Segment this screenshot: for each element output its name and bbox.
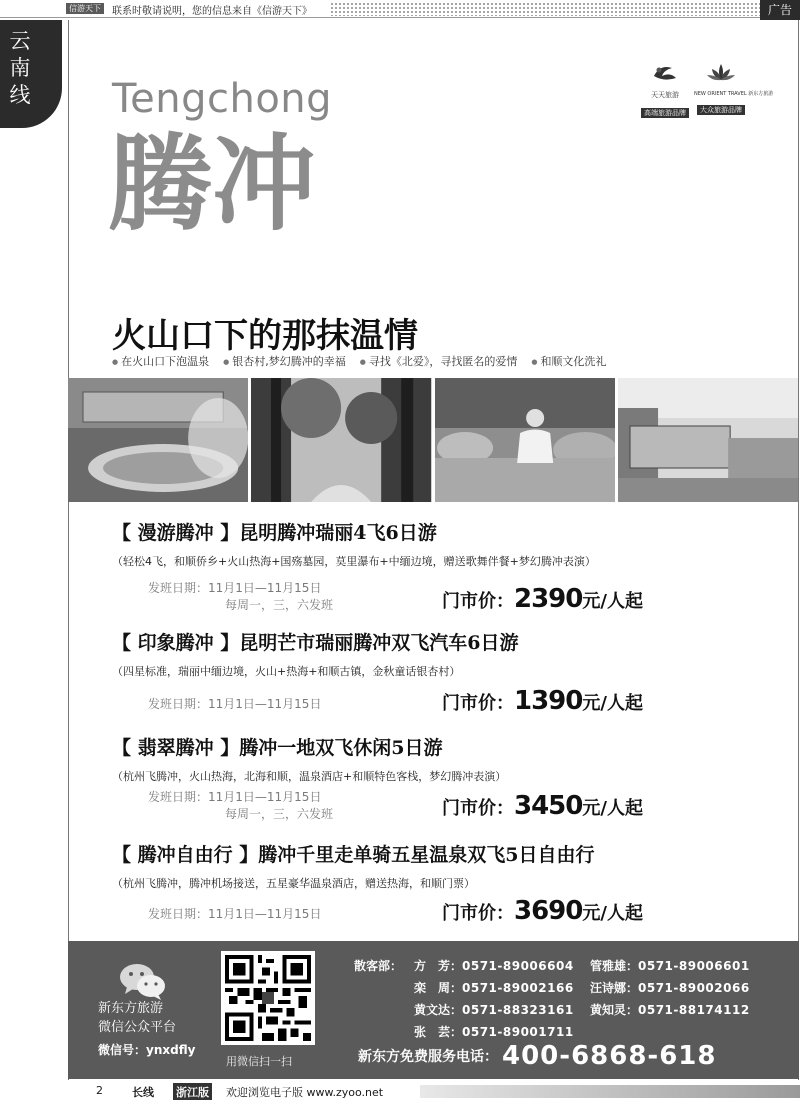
contact-person: 张 芸： — [414, 1025, 463, 1039]
tour-title: 【 翡翠腾冲 】腾冲一地双飞休闲5日游 — [112, 737, 443, 759]
price-unit: 元/人起 — [582, 693, 643, 714]
price-label: 门市价： — [442, 903, 514, 924]
page-number: 2 — [96, 1084, 103, 1097]
brand-tiantian — [638, 62, 692, 119]
contact-phone[interactable]: 0571-89006601 — [638, 959, 750, 973]
contact-person: 栾 周： — [414, 981, 463, 995]
tour-category: 腾冲自由行 — [137, 844, 233, 866]
highlight-item: ● 和顺文化洗礼 — [531, 353, 606, 369]
qr-code-icon — [225, 955, 311, 1041]
frame-line-left — [68, 20, 69, 1080]
contact-list — [354, 955, 766, 1043]
subtitle: 火山口下的那抹温情 — [112, 316, 418, 356]
department — [354, 1021, 414, 1043]
departure-dates: 发班日期：11月1日—11月15日 — [148, 907, 322, 921]
wechat-id-label: 微信号： — [98, 1043, 147, 1057]
brand-tag: 大众旅游品牌 — [697, 105, 745, 115]
tour-dates — [148, 789, 333, 823]
forest-photo — [251, 378, 431, 502]
brand-name: 天天旅游 — [651, 91, 679, 99]
contact-phone[interactable]: 0571-89001711 — [462, 1025, 574, 1039]
contact-row — [354, 1021, 766, 1043]
tour-title: 【 腾冲自由行 】腾冲千里走单骑五星温泉双飞5日自由行 — [112, 844, 595, 866]
tour-category: 翡翠腾冲 — [137, 737, 214, 759]
price-unit: 元/人起 — [582, 798, 643, 819]
top-strip — [0, 0, 800, 18]
contact-phone[interactable]: 0571-88174112 — [638, 1003, 750, 1017]
publication-logo: 信游天下 — [66, 3, 104, 14]
departure-dates: 发班日期：11月1日—11月15日 — [148, 790, 322, 804]
lotus-logo-icon — [706, 62, 736, 84]
page-footer — [0, 1083, 800, 1100]
contact-phone[interactable]: 0571-89002166 — [462, 981, 574, 995]
wechat-icon — [118, 961, 168, 1001]
price-unit: 元/人起 — [582, 591, 643, 612]
tour-category: 印象腾冲 — [137, 632, 214, 654]
departure-dates: 发班日期：11月1日—11月15日 — [148, 581, 322, 595]
wechat-platform — [98, 999, 176, 1037]
title-english: Tengchong — [112, 76, 333, 122]
edition-badge: 浙江版 — [173, 1083, 212, 1100]
departure-days: 每周一，三，六发班 — [225, 807, 334, 821]
contact-person: 方 芳： — [414, 959, 463, 973]
section-name: 长线 — [132, 1086, 154, 1099]
brand-name: NEW ORIENT TRAVEL 新东方旅游 — [694, 91, 774, 97]
tour-desc: （轻松4飞，和顺侨乡+火山热海+国殇墓园，莫里瀑布+中缅边境，赠送歌舞伴餐+梦幻腾冲表演） — [112, 555, 596, 568]
price-label: 门市价： — [442, 591, 514, 612]
tour-route: 昆明芒市瑞丽腾冲双飞汽车6日游 — [239, 632, 519, 654]
hot-spring-photo — [68, 378, 248, 502]
wechat-id — [98, 1041, 195, 1058]
wechat-line-2: 微信公众平台 — [98, 1020, 177, 1035]
tour-dates — [148, 580, 333, 614]
ad-tag: 广告 — [760, 0, 800, 20]
tour-desc: （四星标准，瑞丽中缅边境，火山+热海+和顺古镇，金秋童话银杏村） — [112, 665, 461, 678]
wechat-id-value: ynxdfly — [146, 1043, 196, 1057]
photo-strip — [68, 378, 798, 502]
tour-route: 腾冲千里走单骑五星温泉双飞5日自由行 — [258, 844, 595, 866]
highlight-item: ● 寻找《北爱》，寻找匿名的爱情 — [360, 353, 518, 369]
tour-price — [442, 896, 643, 926]
tour-route: 昆明腾冲瑞丽4飞6日游 — [239, 522, 437, 544]
contact-person: 黄知灵： — [590, 1003, 639, 1017]
contact-row — [354, 977, 766, 999]
contact-row — [354, 999, 766, 1021]
top-notice: 联系时敬请说明，您的信息来自《信游天下》 — [112, 6, 312, 17]
brand-tag: 高端旅游品牌 — [641, 108, 689, 118]
hotline-label: 新东方免费服务电话： — [358, 1049, 498, 1065]
tour-title: 【 漫游腾冲 】昆明腾冲瑞丽4飞6日游 — [112, 522, 437, 544]
contact-phone[interactable]: 0571-89002066 — [638, 981, 750, 995]
tour-title: 【 印象腾冲 】昆明芒市瑞丽腾冲双飞汽车6日游 — [112, 632, 519, 654]
department — [354, 977, 414, 999]
price-value: 2390 — [514, 584, 583, 614]
contact-phone[interactable]: 0571-89006604 — [462, 959, 574, 973]
highlight-item: ● 银杏村,梦幻腾冲的幸福 — [223, 353, 346, 369]
tour-desc: （杭州飞腾冲，腾冲机场接送，五星豪华温泉酒店，赠送热海，和顺门票） — [112, 877, 475, 890]
tour-price — [442, 584, 643, 614]
dot-pattern — [330, 2, 760, 16]
tour-item — [112, 518, 792, 614]
price-value: 3690 — [514, 896, 583, 926]
section-tab — [0, 20, 62, 128]
qr-code[interactable] — [221, 951, 315, 1045]
tour-dates — [148, 696, 321, 713]
tour-price — [442, 686, 643, 716]
qr-caption: 用微信扫一扫 — [226, 1055, 292, 1068]
tour-item — [112, 733, 792, 821]
tour-category: 漫游腾冲 — [137, 522, 214, 544]
tour-item — [112, 840, 792, 926]
footer-message[interactable]: 欢迎浏览电子版 www.zyoo.net — [226, 1086, 384, 1099]
tiantian-logo-icon — [650, 62, 680, 84]
tour-dates — [148, 906, 321, 923]
wechat-line-1: 新东方旅游 — [98, 1001, 164, 1016]
contact-person: 汪诗娜： — [590, 981, 639, 995]
highlight-item: ● 在火山口下泡温泉 — [112, 353, 209, 369]
contact-panel — [68, 941, 799, 1079]
contact-person: 管雅雄： — [590, 959, 639, 973]
contact-row — [354, 955, 766, 977]
frame-line-right — [798, 20, 799, 1080]
price-label: 门市价： — [442, 693, 514, 714]
contact-person: 黄文达： — [414, 1003, 463, 1017]
title-chinese: 腾冲 — [108, 123, 317, 245]
heshun-town-photo — [618, 378, 798, 502]
department — [354, 999, 414, 1021]
price-value: 1390 — [514, 686, 583, 716]
contact-phone[interactable]: 0571-88323161 — [462, 1003, 574, 1017]
tour-desc: （杭州飞腾冲，火山热海，北海和顺，温泉酒店+和顺特色客栈，梦幻腾冲表演） — [112, 770, 507, 783]
departure-dates: 发班日期：11月1日—11月15日 — [148, 697, 322, 711]
hotline-number[interactable]: 400-6868-618 — [502, 1041, 717, 1071]
tour-item — [112, 628, 792, 716]
price-value: 3450 — [514, 791, 583, 821]
highlight-list — [112, 353, 606, 369]
tour-price — [442, 791, 643, 821]
price-label: 门市价： — [442, 798, 514, 819]
price-unit: 元/人起 — [582, 903, 643, 924]
departure-days: 每周一，三，六发班 — [225, 598, 334, 612]
footer-gradient-bar — [420, 1085, 800, 1098]
department: 散客部： — [354, 959, 403, 973]
spa-woman-photo — [435, 378, 615, 502]
section-tab-label: 云南线 — [9, 29, 31, 107]
hotline — [358, 1041, 717, 1071]
tour-route: 腾冲一地双飞休闲5日游 — [239, 737, 443, 759]
brand-new-orient — [694, 62, 774, 116]
